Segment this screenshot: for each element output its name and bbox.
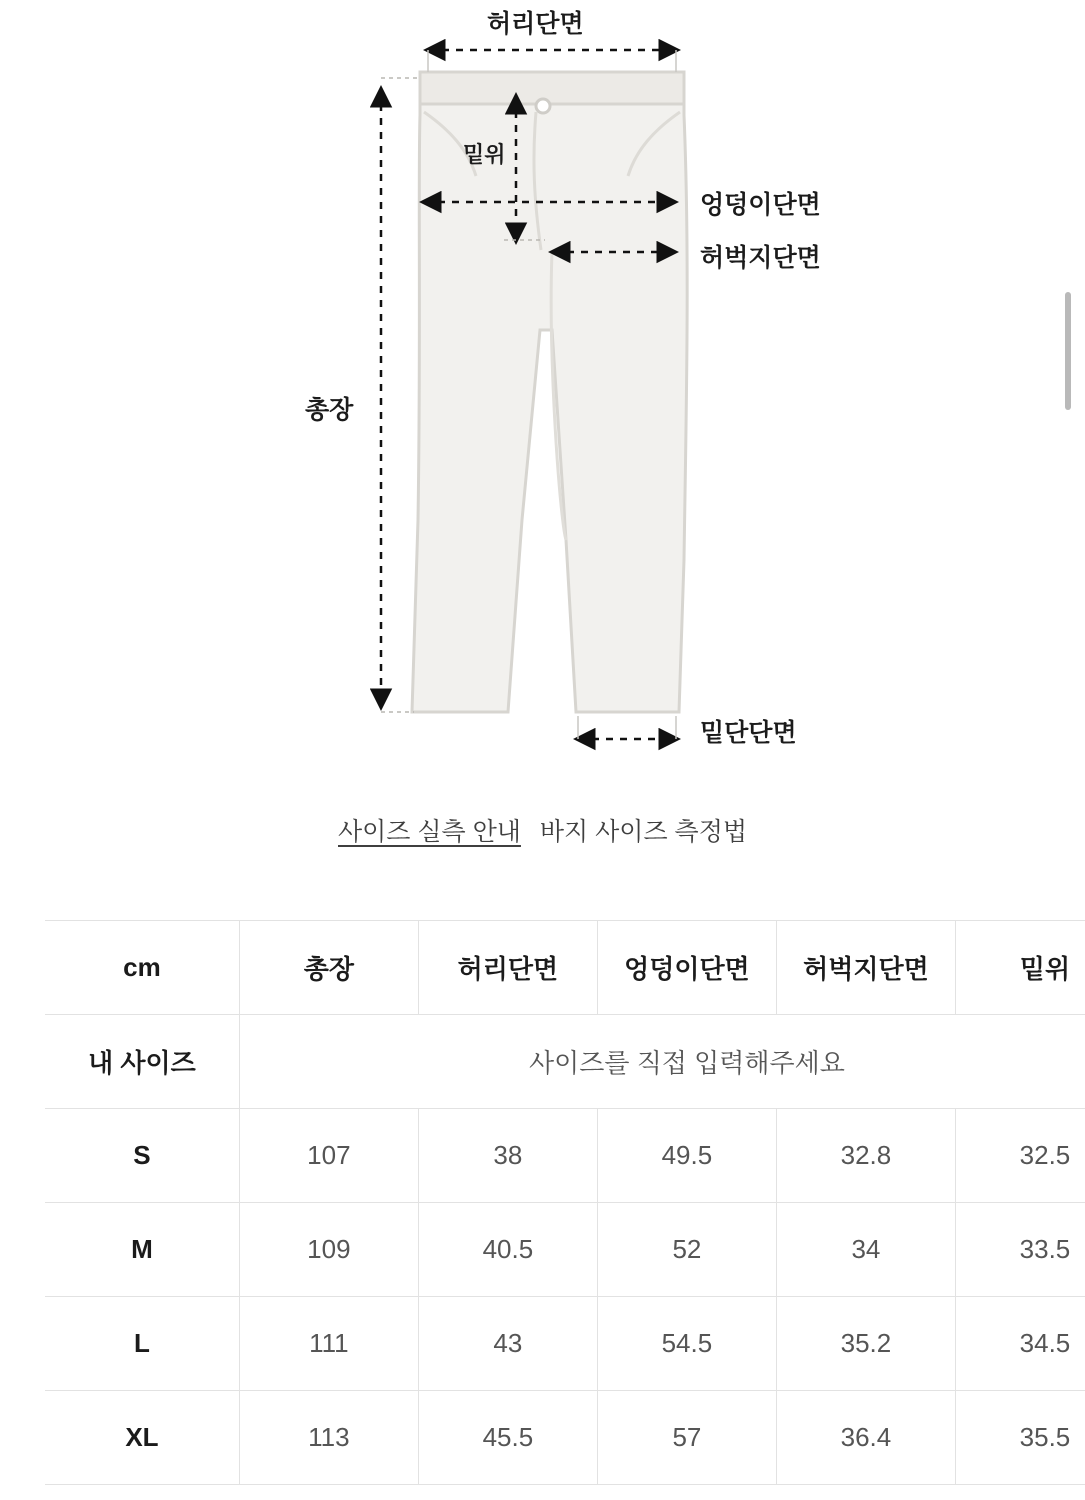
table-row [45, 1391, 1085, 1485]
row-size-label: S [45, 1109, 239, 1203]
link-measure-guide[interactable]: 사이즈 실측 안내 [338, 818, 521, 846]
size-table [45, 920, 1085, 1485]
cell-thigh: 32.8 [776, 1109, 955, 1203]
cell-length: 113 [239, 1391, 418, 1485]
table-header-length: 총장 [239, 921, 418, 1015]
cell-length: 109 [239, 1203, 418, 1297]
cell-rise: 32.5 [955, 1109, 1085, 1203]
cell-hip: 57 [597, 1391, 776, 1485]
cell-thigh: 36.4 [776, 1391, 955, 1485]
cell-hip: 52 [597, 1203, 776, 1297]
my-size-label: 내 사이즈 [45, 1015, 239, 1109]
table-row [45, 1109, 1085, 1203]
table-header-cm: cm [45, 921, 239, 1015]
table-header-waist: 허리단면 [418, 921, 597, 1015]
guide-links [0, 812, 1085, 848]
label-waist: 허리단면 [487, 10, 584, 38]
cell-length: 107 [239, 1109, 418, 1203]
row-size-label: XL [45, 1391, 239, 1485]
label-rise: 밑위 [463, 142, 506, 167]
cell-hip: 54.5 [597, 1297, 776, 1391]
cell-thigh: 34 [776, 1203, 955, 1297]
label-total-length: 총장 [305, 396, 354, 424]
page-scrollbar-thumb[interactable] [1065, 292, 1071, 410]
label-hem: 밑단단면 [700, 719, 797, 747]
row-size-label: L [45, 1297, 239, 1391]
table-header-thigh: 허벅지단면 [776, 921, 955, 1015]
link-pants-measure-method[interactable]: 바지 사이즈 측정법 [539, 818, 747, 846]
table-header-hip: 엉덩이단면 [597, 921, 776, 1015]
my-size-input[interactable]: 사이즈를 직접 입력해주세요 [239, 1015, 1085, 1109]
page-scrollbar[interactable] [1069, 0, 1079, 1500]
cell-waist: 45.5 [418, 1391, 597, 1485]
table-header-rise: 밑위 [955, 921, 1085, 1015]
table-header-row [45, 921, 1085, 1015]
cell-rise: 35.5 [955, 1391, 1085, 1485]
table-row-my-size[interactable] [45, 1015, 1085, 1109]
cell-hip: 49.5 [597, 1109, 776, 1203]
cell-waist: 40.5 [418, 1203, 597, 1297]
table-row [45, 1203, 1085, 1297]
cell-rise: 33.5 [955, 1203, 1085, 1297]
cell-length: 111 [239, 1297, 418, 1391]
label-hip: 엉덩이단면 [700, 191, 821, 219]
cell-waist: 38 [418, 1109, 597, 1203]
cell-thigh: 35.2 [776, 1297, 955, 1391]
cell-waist: 43 [418, 1297, 597, 1391]
cell-rise: 34.5 [955, 1297, 1085, 1391]
table-row [45, 1297, 1085, 1391]
label-thigh: 허벅지단면 [700, 244, 821, 272]
row-size-label: M [45, 1203, 239, 1297]
